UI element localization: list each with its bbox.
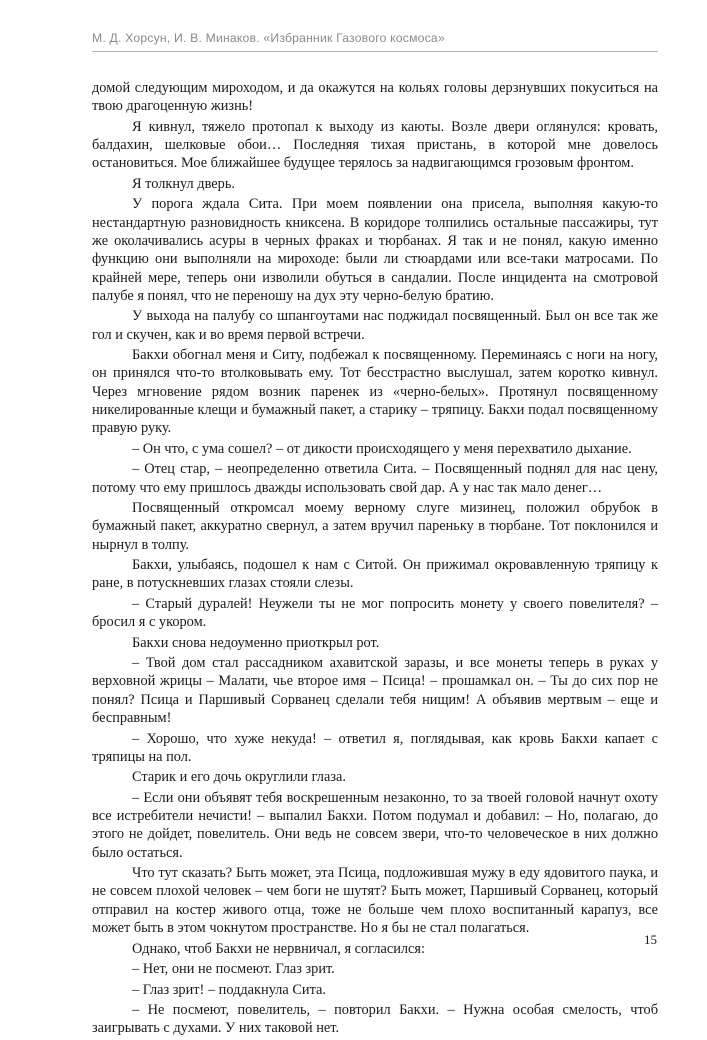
paragraph: Старик и его дочь округлили глаза. [132,769,346,786]
paragraph: Я кивнул, тяжело протопал к выходу из каюты. Возле двери оглянулся: кровать, балдахин, шелковые обои… Последняя тихая пристань, в которой мне довелось остановиться. Мое ближайшее будущее терялось за надвигающимся грозовым фронтом. [92,118,658,172]
paragraph: – Нет, они не посмеют. Глаз зрит. [132,961,335,978]
paragraph: – Глаз зрит! – поддакнула Сита. [132,981,326,998]
paragraph: Бакхи, улыбаясь, подошел к нам с Ситой. Он прижимал окровавленную тряпицу к ране, в потускневших глазах стояли слезы. [92,557,658,592]
running-header: М. Д. Хорсун, И. В. Минаков. «Избранник Газового космоса» [92,31,445,45]
paragraph: Однако, чтоб Бакхи не нервничал, я согласился: [132,940,426,957]
paragraph: У порога ждала Сита. При моем появлении она присела, выполняя какую-то нестандартную разновидность книксена. В коридоре толпились остальные пассажиры, тут же околачивались асуры в черных фраках и тюрбанах. Я так и не понял, какую именно функцию они выполняли на мироходе: были ли стюардами или все-таки матросами. По крайней мере, теперь они изволили обуться в сандалии. После инцидента на смотровой палубе я понял, что не переношу на дух эту черно-белую братию. [92,196,658,304]
paragraph: – Старый дуралей! Неужели ты не мог попросить монету у своего повелителя? – бросил я с укором. [92,595,658,631]
paragraph: – Если они объявят тебя воскрешенным незаконно, то за твоей головой начнут охоту все истребители нечисти! – выпалил Бакхи. Потом подумал и добавил: – Но, полагаю, до этого не дойдет, повелитель. Они ведь не совсем звери, что-то человеческое в них должно было остаться. [92,789,658,861]
paragraph: – Отец стар, – неопределенно ответила Сита. – Посвященный поднял для нас цену, потому что ему пришлось дважды использовать свой дар. А у нас так мало денег… [92,461,658,496]
page-number: 15 [644,932,657,947]
paragraph: – Не посмеют, повелитель, – повторил Бакхи. – Нужна особая смелость, чтоб заигрывать с духами. У них таковой нет. [92,1002,658,1037]
paragraph: Что тут сказать? Быть может, эта Псица, подложившая мужу в еду ядовитого паука, и не совсем плохой человек – чем боги не шутят? Быть может, Паршивый Сорванец, который отправил на костер живого отца, тоже не больше чем плохо воспитанный карапуз, все может быть в этом чокнутом пространстве. Но я бы не стал полагаться. [92,865,658,937]
header-rule [92,51,658,52]
paragraph: Бакхи обогнал меня и Ситу, подбежал к посвященному. Переминаясь с ноги на ногу, он принялся что-то втолковывать ему. Тот бесстрастно выслушал, затем коротко кивнул. Через мгновение рядом возник паренек из «черно-белых». Протянул посвященному никелированные клещи и бумажный пакет, а старику – тряпицу. Бакхи подал посвященному правую руку. [92,347,658,437]
paragraph: – Он что, с ума сошел? – от дикости происходящего у меня перехватило дыхание. [132,440,632,457]
paragraph: домой следующим мироходом, и да окажутся на кольях головы дерзнувших покуситься на твою драгоценную жизнь! [92,80,658,115]
paragraph: – Хорошо, что хуже некуда! – ответил я, поглядывая, как кровь Бакхи капает с тряпицы на пол. [92,730,658,765]
paragraph: Посвященный откромсал моему верному слуге мизинец, положил обрубок в бумажный пакет, аккуратно свернул, а затем вручил пареньку в тюрбане. Тот поклонился и нырнул в толпу. [92,500,658,553]
body-text [92,79,658,1040]
paragraph: У выхода на палубу со шпангоутами нас поджидал посвященный. Был он все так же гол и скучен, как и во время первой встречи. [92,308,658,343]
paragraph: Я толкнул дверь. [132,175,235,192]
paragraph: Бакхи снова недоуменно приоткрыл рот. [132,634,380,651]
paragraph: – Твой дом стал рассадником ахавитской заразы, и все монеты теперь в руках у верховной жрицы – Малати, чье второе имя – Псица! – прошамкал он. – Ты до сих пор не понял? Псица и Паршивый Сорванец сделали тебя нищим! А объявив мертвым – еще и бесправным! [92,655,658,727]
